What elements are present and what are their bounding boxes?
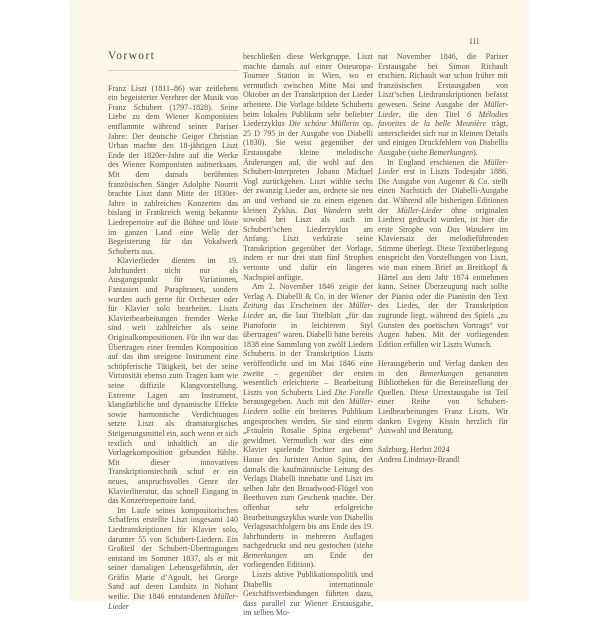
text: Liszts aktive Publikationspolitik und Diabellis internationale Geschäftsverbindungen führten dazu, dass parallel zur Wiener Erstausgabe, im selben Mo- (243, 570, 373, 618)
italic-text: Bemerkungen (419, 368, 464, 378)
italic-text: Müller-Lieder (378, 99, 508, 119)
text-columns (108, 50, 509, 618)
text: sollte ein breiteres Publikum angesprochen werden. Sie sind einem „Fräulein Rosalie Spina ergebenst“ gewidmet. Vermutlich war dies eine Klavier spielende Tochter aus dem Hause des Juristen Anton Spina, der damals die kaufmännische Leitung des Verlags Diabelli innehatte und Liszt im selben Jahr den Broadwood-Flügel von Beethoven zum Geschenk machte. Der offenbar sehr erfolgreiche Bearbeitungszyklus wurde von Diabellis Verlagsnachfolgern bis ans Ende des 19. Jahrhunderts in mehreren Auflagen nachgedruckt und neu gestochen (siehe (243, 406, 373, 551)
column-1 (108, 52, 238, 611)
italic-text: Müller-Lieder (397, 205, 443, 215)
column-2 (243, 52, 373, 618)
page-number: III (469, 37, 480, 46)
text: genannten Bibliotheken für die Bereitstellung der Quellen. Diese Urtextausgabe ist Teil einer Reihe von Schubert-Liedbearbeitungen Franz Liszts. Wir danken Evgeny Kissin herzlich für Auswahl und Beratung. (378, 368, 509, 436)
text: nat November 1846, die Pariser Erstausgabe bei Simon Richault erschien. Richault war schon früher mit französischen Erstausgaben von Liszt’schen Liedtranskriptionen befasst gewesen. Seine Ausgabe der (378, 52, 508, 109)
paragraph (108, 506, 238, 612)
italic-text: 6 Mélodies favorites de la belle Meunière (378, 109, 508, 129)
paragraph (108, 256, 238, 505)
text: erst in Liszts Todesjahr 1886. Die Ausgabe von Augener & Co. stellt einen Nachstich der Diabelli-Ausgabe dar. Während alle bisherigen Editionen der (378, 167, 508, 215)
italic-text: Bemerkungen (243, 550, 287, 560)
text: Am 2. November 1846 zeigte der Verlag A. Diabelli & Co. in der (243, 282, 373, 301)
paragraph (243, 282, 373, 570)
italic-text: Bemerkungen (429, 147, 474, 157)
text: Andrea Lindmayr-Brandl (378, 454, 460, 464)
column-3 (378, 52, 508, 465)
text: Franz Liszt (1811–86) war zeitlebens ein begeisterter Verehrer der Musik von Franz Schubert (1797–1828). Seine Liebe zu dem Wiener Komponisten entflammte während seiner Pariser Jahre: Der deutsche Geiger Christian Urban machte den 18-jährigen Liszt Ende der 1820er-Jahre auf die Werke des Wiener Komponisten aufmerksam. Mit dem damals berühmten französischen Sänger Adolphe Nourrit brachte Liszt dann Mitte der 1830er-Jahre in zahlreichen Konzerten das bislang in Frankreich wenig bekannte Liedrepertoire auf die Bühne und löste im ganzen Land eine Welle der Begeisterung für das Vokalwerk Schuberts aus. (108, 83, 238, 256)
text: In England erschienen die (387, 157, 484, 167)
book-page (72, 0, 527, 618)
text: ohne originalen Liedtext gedruckt wurden, ist hier die erste Strophe von (378, 205, 508, 234)
italic-text: Das Wandern (446, 224, 494, 234)
column-1-text (108, 84, 238, 612)
paragraph (378, 158, 508, 350)
column-3-text (378, 52, 508, 465)
paragraph (378, 455, 508, 465)
italic-text: Die schöne Müllerin (288, 119, 359, 129)
text: im Klaviersatz der melodieführenden Stimme überlegt. Diese Textüberlegung entspricht den Vorstellungen von Liszt, wie man einem Brief an Breitkopf & Härtel aus dem Jahr 1874 entnehmen kann. Seiner Überzeugung nach sollte der Pianist oder die Pianistin den Text des Liedes, der der Transkription zugrunde liegt, während des Spiels „zu Gunsten des poetischen Vortrags“ vor Augen haben. Mit der vorliegenden Edition erfüllen wir Liszts Wunsch. (378, 224, 508, 349)
paragraph (243, 52, 373, 282)
italic-text: Müller-Lieder (108, 592, 238, 611)
italic-text: Das Wandern (303, 205, 352, 215)
text: beschließen diese Werkgruppe. Liszt machte damals auf einer Osteuropa-Tournee Station in Wien, wo er vermutlich zwischen Mitte Mai und Oktober an der Transkription der Lieder arbeitete. Die Vorlage bildete Schuberts beim lokalen Publikum sehr beliebter Liederzyklus (243, 52, 373, 129)
italic-text: Müller-Lieder (378, 157, 508, 177)
text: an, die laut Titelblatt „für das Pianoforte in leichterem Styl übertragen“ waren. Diabelli hatte bereits 1838 eine Sammlung von zwölf Liedern Schuberts in der Transkription Liszts veröffentlicht und im Mai 1846 eine zweite – gegenüber der ersten wesentlich erleichterte – Bearbeitung Liszts von Schuberts Lied (243, 311, 373, 397)
text: herausgegeben. Auch mit den (243, 397, 349, 407)
text: steht sowohl bei Liszt als auch im Schubert’schen Liederzyklus am Anfang. Liszt verkürzte seine Transkription gegenüber der Vorlage, indem er nur drei statt fünf Strophen vertonte und dafür ein längeres Nachspiel anfügte. (243, 205, 373, 282)
paragraph (108, 84, 238, 257)
title-rule (108, 70, 238, 71)
text: Klavierlieder dienten im 19. Jahrhundert nicht nur als Ausgangspunkt für Variationen, Fantasien und Paraphrasen, sondern wurden auch gerne für Orchester oder für Klavier solo bearbeitet. Liszts Klavierbearbeitungen fremder Werke sind weit zahlreicher als seine Originalkompositionen. Für ihn war das Übertragen einer fremden Komposition auf das ihm ureigene Instrument eine schöpferische Tätigkeit, bei der seine Virtuosität ebenso zum Tragen kam wie seine diffizile Klangvorstellung. Extreme Lagen am Instrument, klangfarbliche und dynamische Effekte sowie harmonische Verdichtungen setzte Liszt als dramaturgisches Steigerungsmittel ein, auch wenn er sich textlich und inhaltlich an die Vorlagekomposition gebunden fühlte. Mit dieser innovativen Transkriptionstechnik schuf er ein neues, anspruchsvolles Genre der Klavierliteratur, das schnell Eingang in das Konzertrepertoire fand. (108, 256, 238, 506)
italic-text: Müller-Lieder (243, 301, 373, 321)
text: Im Laufe seines kompositorischen Schaffens erstellte Liszt insgesamt 140 Liedtranskriptionen für Klavier solo, darunter 55 von Schubert-Liedern. Ein Großteil der Schubert-Übertragungen entstand im Sommer 1837, als er mit seiner damaligen Lebensgefährtin, der Gräfin Marie d’Agoult, bei George Sand auf deren Landsitz in Nohant weilte. Die 1846 entstandenen (108, 505, 238, 602)
text: , die den Titel (398, 109, 468, 119)
column-2-text (243, 52, 373, 618)
text: am Ende der vorliegenden Edition). (243, 550, 373, 570)
text: ). (473, 147, 478, 157)
paragraph (243, 570, 373, 618)
text: Herausgeberin und Verlag danken den in den (378, 359, 508, 378)
text: das Erscheinen der (267, 301, 349, 311)
page-title: Vorwort (108, 50, 156, 62)
text: Salzburg, Herbst 2024 (378, 445, 450, 455)
text: trägt, unterscheidet sich nur in kleinen Details und einigen Druckfehlern von Diabellis Ausgabe (siehe (378, 119, 508, 157)
paragraph (378, 52, 508, 158)
italic-text: Müller-Liedern (243, 397, 373, 416)
text: op. 25 D 795 in der Ausgabe von Diabelli (1830). Sie weist gegenüber der Erstausgabe kleine melodische Änderungen auf, die wohl auf den Schubert-Interpreten Johann Michael Vogl zurückgehen. Liszt wählte sechs der zwanzig Lieder aus, ordnete sie neu an und verband sie zu einem eigenen kleinen Zyklus. (243, 119, 374, 215)
italic-text: Wiener Zeitung (243, 291, 373, 311)
italic-text: Die Forelle (334, 387, 373, 397)
paragraph (378, 359, 508, 436)
paragraph (378, 445, 508, 455)
